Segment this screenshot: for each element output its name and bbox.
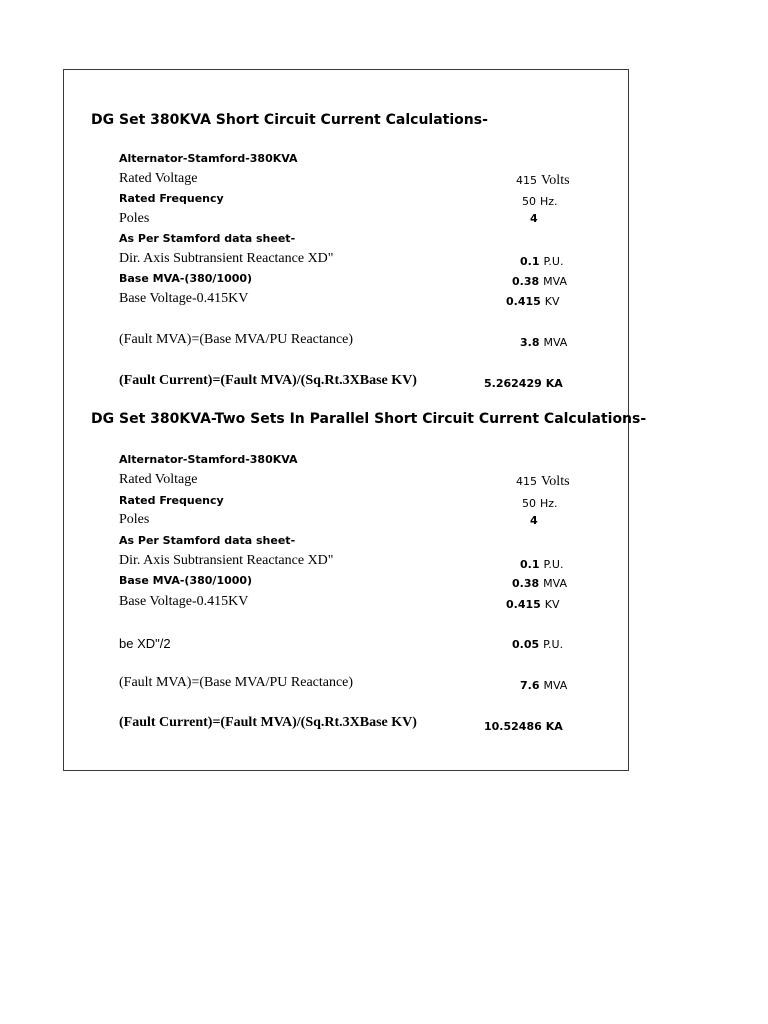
section2-base-mva-label: Base MVA-(380/1000) xyxy=(119,574,253,587)
section1-rated-voltage-value: 415 Volts xyxy=(516,173,570,188)
section1-title: DG Set 380KVA Short Circuit Current Calculations- xyxy=(91,112,488,128)
section2-base-voltage-value: 0.415 KV xyxy=(506,598,560,611)
section2-poles-value: 4 xyxy=(530,514,538,527)
section2-be-xd-label: be XD"/2 xyxy=(119,636,171,651)
section2-reactance-value: 0.1 P.U. xyxy=(520,558,564,571)
section2-rated-frequency-value: 50 Hz. xyxy=(522,497,558,510)
section2-alternator: Alternator-Stamford-380KVA xyxy=(119,453,298,466)
section1-base-voltage-label: Base Voltage-0.415KV xyxy=(119,291,249,306)
section1-base-mva-label: Base MVA-(380/1000) xyxy=(119,272,253,285)
calculation-sheet xyxy=(63,69,647,771)
section2-fault-current-value: 10.52486 KA xyxy=(484,720,563,733)
section2-rated-voltage-value: 415 Volts xyxy=(516,474,570,489)
section2-be-xd-value: 0.05 P.U. xyxy=(512,638,564,651)
section2-fault-mva-value: 7.6 MVA xyxy=(520,679,568,692)
section1-fault-current-label: (Fault Current)=(Fault MVA)/(Sq.Rt.3XBase KV) xyxy=(119,373,417,388)
section1-rated-frequency-value: 50 Hz. xyxy=(522,195,558,208)
section1-poles-label: Poles xyxy=(119,211,150,226)
section2-rated-voltage-label: Rated Voltage xyxy=(119,472,198,487)
section1-fault-mva-value: 3.8 MVA xyxy=(520,336,568,349)
section2-reactance-label: Dir. Axis Subtransient Reactance XD" xyxy=(119,553,334,568)
section1-rated-voltage-label: Rated Voltage xyxy=(119,171,198,186)
section2-fault-current-label: (Fault Current)=(Fault MVA)/(Sq.Rt.3XBase KV) xyxy=(119,715,417,730)
section2-data-sheet-label: As Per Stamford data sheet- xyxy=(119,534,296,547)
section1-alternator: Alternator-Stamford-380KVA xyxy=(119,152,298,165)
section2-base-voltage-label: Base Voltage-0.415KV xyxy=(119,594,249,609)
section1-base-mva-value: 0.38 MVA xyxy=(512,275,567,288)
section1-poles-value: 4 xyxy=(530,212,538,225)
section1-reactance-label: Dir. Axis Subtransient Reactance XD" xyxy=(119,251,334,266)
section2-poles-label: Poles xyxy=(119,512,150,527)
section1-data-sheet-label: As Per Stamford data sheet- xyxy=(119,232,296,245)
section1-reactance-value: 0.1 P.U. xyxy=(520,255,564,268)
section1-fault-mva-label: (Fault MVA)=(Base MVA/PU Reactance) xyxy=(119,332,354,347)
section2-rated-frequency-label: Rated Frequency xyxy=(119,494,224,507)
section2-fault-mva-label: (Fault MVA)=(Base MVA/PU Reactance) xyxy=(119,675,354,690)
section2-title: DG Set 380KVA-Two Sets In Parallel Short Circuit Current Calculations- xyxy=(91,411,647,427)
section2-base-mva-value: 0.38 MVA xyxy=(512,577,567,590)
section1-base-voltage-value: 0.415 KV xyxy=(506,295,560,308)
section1-rated-frequency-label: Rated Frequency xyxy=(119,192,224,205)
section1-fault-current-value: 5.262429 KA xyxy=(484,377,563,390)
